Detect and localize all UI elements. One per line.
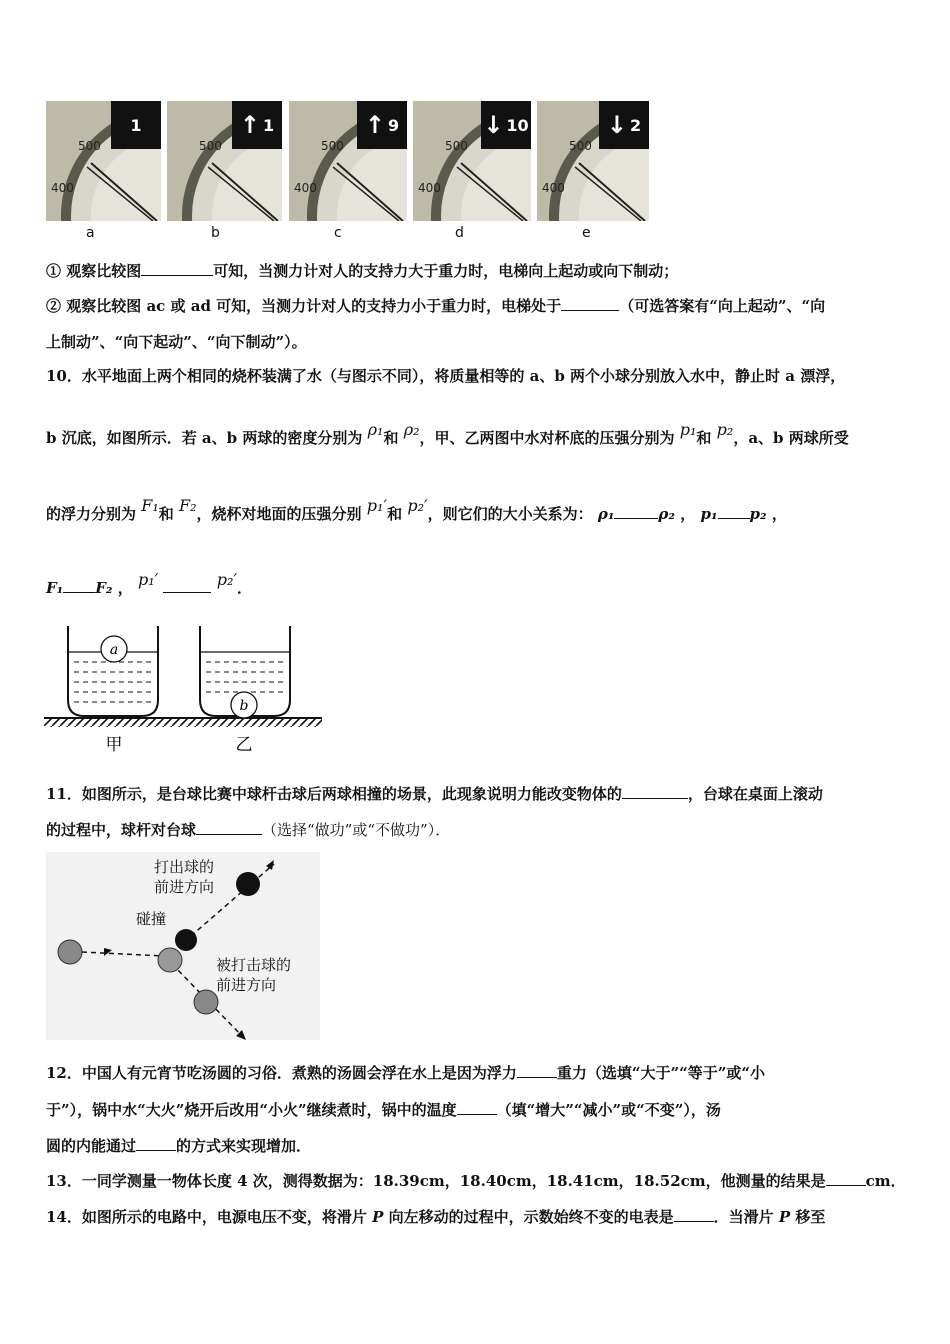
symbol-p1-prime: p₁′ xyxy=(366,496,388,515)
symbol-F1: F₁ xyxy=(46,579,64,597)
tick-label-500: 500 xyxy=(78,139,101,153)
symbol-p2-prime: p₂′ xyxy=(407,496,428,515)
q9-text: 上制动”、“向下起动”、“向下制动”）。 xyxy=(46,333,307,351)
ball-a-label: a xyxy=(109,642,119,658)
punctuation: ， xyxy=(680,505,696,523)
label-hit-ball: 被打击球的 xyxy=(216,956,292,974)
q14-line-1 xyxy=(46,1207,825,1227)
q9-line-3 xyxy=(46,332,307,352)
q12-text: 12．中国人有元宵节吃汤圆的习俗．煮熟的汤圆会浮在水上是因为浮力 xyxy=(46,1064,517,1082)
scale-photo-c xyxy=(289,101,407,221)
scale-photo-d xyxy=(413,101,531,221)
floor-indicator-badge xyxy=(481,101,531,149)
q10-text: ，则它们的大小关系为： xyxy=(427,505,593,523)
arrow-down-icon: ↓ xyxy=(483,111,504,139)
answer-blank[interactable] xyxy=(614,504,658,519)
floor-number: 1 xyxy=(262,115,275,135)
tick-label-500: 500 xyxy=(199,139,222,153)
q14-text: 移至 xyxy=(795,1208,826,1226)
q14-text: 14．如图所示的电路中，电源电压不变，将滑片 xyxy=(46,1208,367,1226)
q12-text: 圆的内能通过 xyxy=(46,1137,137,1155)
ground-hatch xyxy=(44,718,322,727)
q13-text: 13．一同学测量一物体长度 4 次，测得数据为：18.39cm，18.40cm，18.41cm，18.52cm，他测量的结果是 xyxy=(46,1172,826,1190)
answer-blank[interactable] xyxy=(561,296,619,311)
answer-blank[interactable] xyxy=(141,261,213,276)
target-ball-moving xyxy=(236,872,260,896)
q10-text: ，烧杯对地面的压强分别 xyxy=(196,505,362,523)
label-collision: 碰撞 xyxy=(136,910,167,928)
cue-ball-moving xyxy=(194,990,218,1014)
symbol-rho1: ρ₁ xyxy=(597,505,615,523)
answer-blank[interactable] xyxy=(136,1136,176,1151)
q10-text: b 沉底，如图所示．若 a、b 两球的密度分别为 xyxy=(46,429,363,447)
q9-text: ① 观察比较图 xyxy=(46,262,142,280)
label-shot-ball: 打出球的 xyxy=(154,858,215,876)
q11-line-1 xyxy=(46,784,823,804)
cue-ball-start xyxy=(58,940,82,964)
punctuation: ． xyxy=(237,579,253,597)
q11-line-2 xyxy=(46,820,450,840)
q10-text: 和 xyxy=(387,505,403,523)
floor-number: 9 xyxy=(387,115,400,135)
q9-text: ② 观察比较图 ac 或 ad 可知，当测力计对人的支持力小于重力时，电梯处于 xyxy=(46,297,562,315)
q10-line-3 xyxy=(46,496,787,524)
answer-blank[interactable] xyxy=(718,504,750,519)
floor-number: 2 xyxy=(629,115,642,135)
scale-photo-e xyxy=(537,101,649,221)
tick-label-400: 400 xyxy=(294,181,317,195)
floor-number: 10 xyxy=(506,115,529,135)
answer-blank[interactable] xyxy=(196,820,262,835)
arrow-down-icon: ↓ xyxy=(606,111,627,139)
symbol-p2: p₂ xyxy=(749,505,767,523)
label-yi: 乙 xyxy=(235,735,253,754)
q10-line-1 xyxy=(46,366,845,386)
q14-text: ．当滑片 xyxy=(713,1208,774,1226)
q9-text: 可知，当测力计对人的支持力大于重力时，电梯向上起动或向下制动； xyxy=(213,262,679,280)
q12-line-2 xyxy=(46,1100,721,1120)
symbol-rho1: ρ₁ xyxy=(367,420,384,439)
q11-text: 11．如图所示，是台球比赛中球杆击球后两球相撞的场景，此现象说明力能改变物体的 xyxy=(46,785,622,803)
q12-text: 的方式来实现增加． xyxy=(176,1137,312,1155)
answer-blank[interactable] xyxy=(457,1100,497,1115)
q12-text: 于”），锅中水“大火”烧开后改用“小火”继续煮时，锅中的温度 xyxy=(46,1101,457,1119)
tick-label-400: 400 xyxy=(418,181,441,195)
symbol-p2: p₂ xyxy=(716,420,734,439)
symbol-p1: p₁ xyxy=(679,420,697,439)
symbol-rho2: ρ₂ xyxy=(403,420,420,439)
q13-text: cm． xyxy=(865,1172,906,1190)
q11-text: （选择“做功”或“不做功”）． xyxy=(262,821,451,839)
tick-label-400: 400 xyxy=(542,181,565,195)
beaker-jia xyxy=(68,626,158,716)
q9-line-1 xyxy=(46,261,678,281)
photo-caption-a: a xyxy=(86,225,95,241)
q10-line-2 xyxy=(46,420,849,448)
tick-label-400: 400 xyxy=(51,181,74,195)
q9-line-2 xyxy=(46,296,825,316)
q12-text: 重力（选填“大于”“等于”或“小 xyxy=(556,1064,766,1082)
punctuation: ， xyxy=(771,505,787,523)
floor-indicator-badge xyxy=(111,101,161,149)
symbol-p1: p₁ xyxy=(700,505,718,523)
photo-caption-b: b xyxy=(211,225,220,241)
target-ball-collision xyxy=(175,929,197,951)
answer-blank[interactable] xyxy=(163,578,211,593)
q10-text: 的浮力分别为 xyxy=(46,505,137,523)
billiard-figure xyxy=(46,852,320,1040)
q10-text: 10．水平地面上两个相同的烧杯装满了水（与图示不同），将质量相等的 a、b 两个小球分别放入水中，静止时 a 漂浮， xyxy=(46,367,846,385)
q10-text: ，a、b 两球所受 xyxy=(733,429,849,447)
q10-text: ，甲、乙两图中水对杯底的压强分别为 xyxy=(419,429,675,447)
symbol-F2: F₂ xyxy=(179,496,197,515)
punctuation: ， xyxy=(117,579,133,597)
label-shot-direction: 前进方向 xyxy=(154,878,215,896)
symbol-F2: F₂ xyxy=(95,579,113,597)
q11-text: ，台球在桌面上滚动 xyxy=(687,785,823,803)
q12-line-3 xyxy=(46,1136,311,1156)
floor-indicator-badge xyxy=(357,101,407,149)
q12-line-1 xyxy=(46,1063,765,1083)
answer-blank[interactable] xyxy=(826,1171,866,1186)
label-hit-direction: 前进方向 xyxy=(216,976,277,994)
symbol-P: P xyxy=(778,1208,791,1226)
answer-blank[interactable] xyxy=(63,578,95,593)
tick-label-500: 500 xyxy=(445,139,468,153)
symbol-P: P xyxy=(372,1208,384,1226)
photo-caption-d: d xyxy=(455,225,464,241)
cue-ball-collision xyxy=(158,948,182,972)
floor-indicator-badge xyxy=(232,101,282,149)
symbol-F1: F₁ xyxy=(141,496,159,515)
beaker-figure xyxy=(44,622,324,754)
symbol-p2-prime: p₂′ xyxy=(216,570,238,589)
q10-text: 和 xyxy=(158,505,174,523)
label-jia: 甲 xyxy=(105,735,123,754)
answer-blank[interactable] xyxy=(622,784,688,799)
floor-indicator-badge xyxy=(599,101,649,149)
arrow-up-icon: ↑ xyxy=(364,111,385,139)
q12-text: （填“增大”“减小”或“不变”），汤 xyxy=(496,1101,721,1119)
symbol-rho2: ρ₂ xyxy=(658,505,675,523)
q9-text: （可选答案有“向上起动”、“向 xyxy=(619,297,826,315)
arrow-up-icon: ↑ xyxy=(239,111,260,139)
scale-photo-b xyxy=(167,101,282,221)
answer-blank[interactable] xyxy=(517,1063,557,1078)
photo-caption-c: c xyxy=(334,225,342,241)
ball-b-label: b xyxy=(239,698,249,714)
symbol-p1-prime: p₁′ xyxy=(137,570,159,589)
tick-label-500: 500 xyxy=(321,139,344,153)
answer-blank[interactable] xyxy=(674,1207,714,1222)
q13-line-1 xyxy=(46,1171,906,1191)
q10-text: 和 xyxy=(696,429,712,447)
q14-text: 向左移动的过程中，示数始终不变的电表是 xyxy=(388,1208,674,1226)
tick-label-500: 500 xyxy=(569,139,592,153)
q10-text: 和 xyxy=(383,429,399,447)
scale-photo-a xyxy=(46,101,161,221)
q10-line-4 xyxy=(46,570,253,598)
floor-number: 1 xyxy=(130,115,142,135)
q11-text: 的过程中，球杆对台球 xyxy=(46,821,197,839)
photo-caption-e: e xyxy=(582,225,591,241)
